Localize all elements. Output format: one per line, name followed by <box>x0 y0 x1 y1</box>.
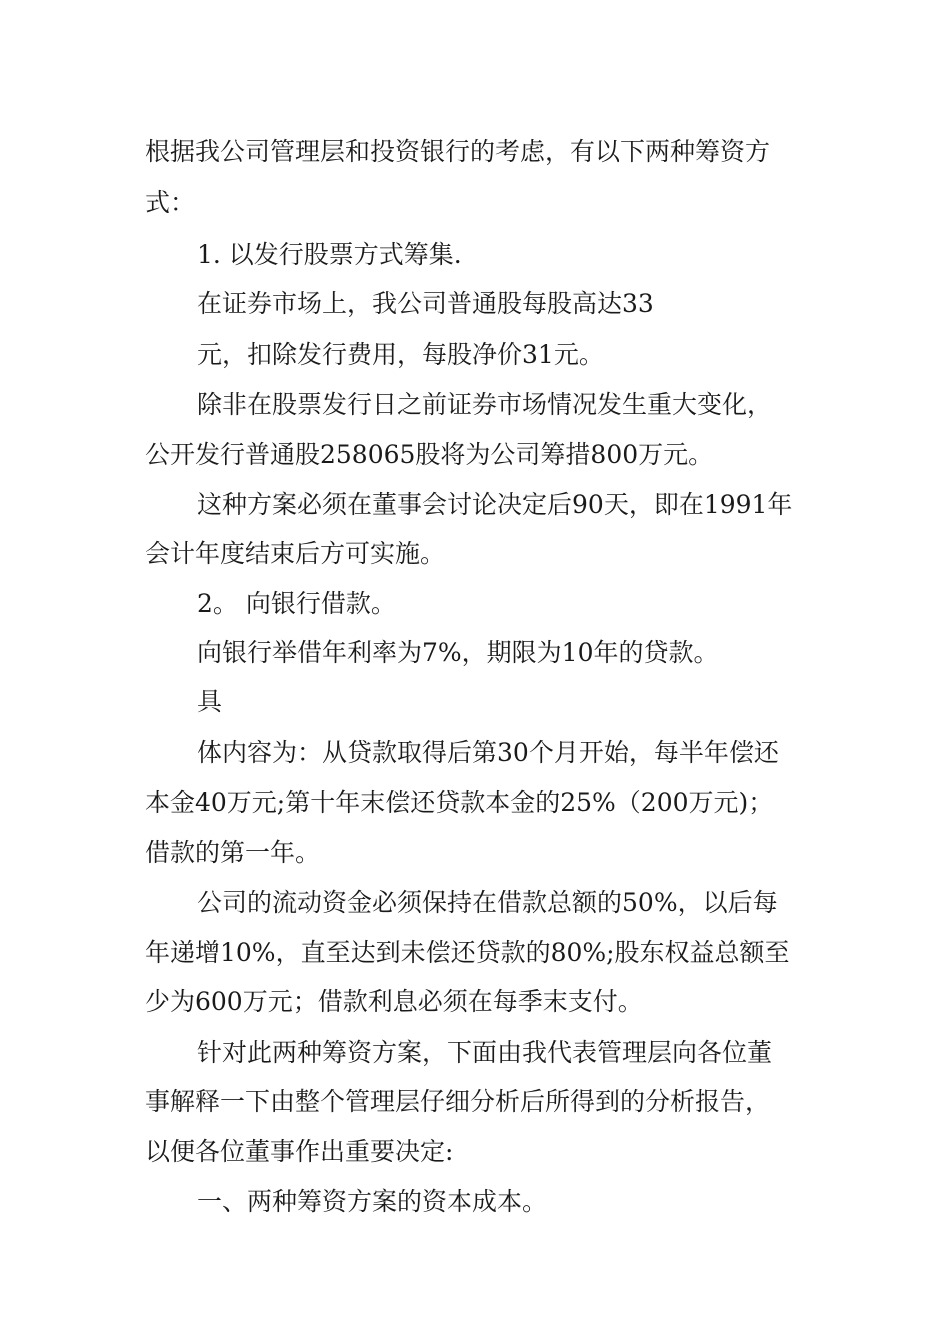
text-line: 体内容为：从贷款取得后第30个月开始，每半年偿还 <box>197 738 779 767</box>
text-line: 少为600万元；借款利息必须在每季末支付。 <box>145 987 643 1016</box>
text-line: 具 <box>197 687 223 716</box>
text-line: 在证券市场上，我公司普通股每股高达33 <box>197 289 654 318</box>
text-line: 针对此两种筹资方案，下面由我代表管理层向各位董 <box>197 1038 773 1067</box>
text-line: 这种方案必须在董事会讨论决定后90天，即在1991年 <box>197 490 793 519</box>
section-heading: 一、两种筹资方案的资本成本。 <box>197 1187 548 1216</box>
text-line: 元，扣除发行费用，每股净价31元。 <box>197 340 604 369</box>
text-line: 本金40万元;第十年末偿还贷款本金的25%（200万元)； <box>145 788 774 817</box>
text-line: 公司的流动资金必须保持在借款总额的50%，以后每 <box>197 888 778 917</box>
text-line: 公开发行普通股258065股将为公司筹措800万元。 <box>145 440 714 469</box>
list-heading-2: 2。 向银行借款。 <box>197 589 396 618</box>
text-line: 事解释一下由整个管理层仔细分析后所得到的分析报告， <box>145 1087 771 1116</box>
text-line: 除非在股票发行日之前证券市场情况发生重大变化， <box>197 390 773 419</box>
text-line: 根据我公司管理层和投资银行的考虑，有以下两种筹资方 <box>145 137 771 166</box>
text-line: 向银行举借年利率为7%，期限为10年的贷款。 <box>197 638 719 667</box>
text-line: 借款的第一年。 <box>145 838 321 867</box>
text-line: 以便各位董事作出重要决定: <box>145 1137 454 1166</box>
text-line: 会计年度结束后方可实施。 <box>145 539 446 568</box>
text-line: 年递增10%，直至达到未偿还贷款的80%;股东权益总额至 <box>145 938 790 967</box>
text-line: 式： <box>145 188 196 217</box>
list-heading-1: 1. 以发行股票方式筹集. <box>197 240 462 269</box>
